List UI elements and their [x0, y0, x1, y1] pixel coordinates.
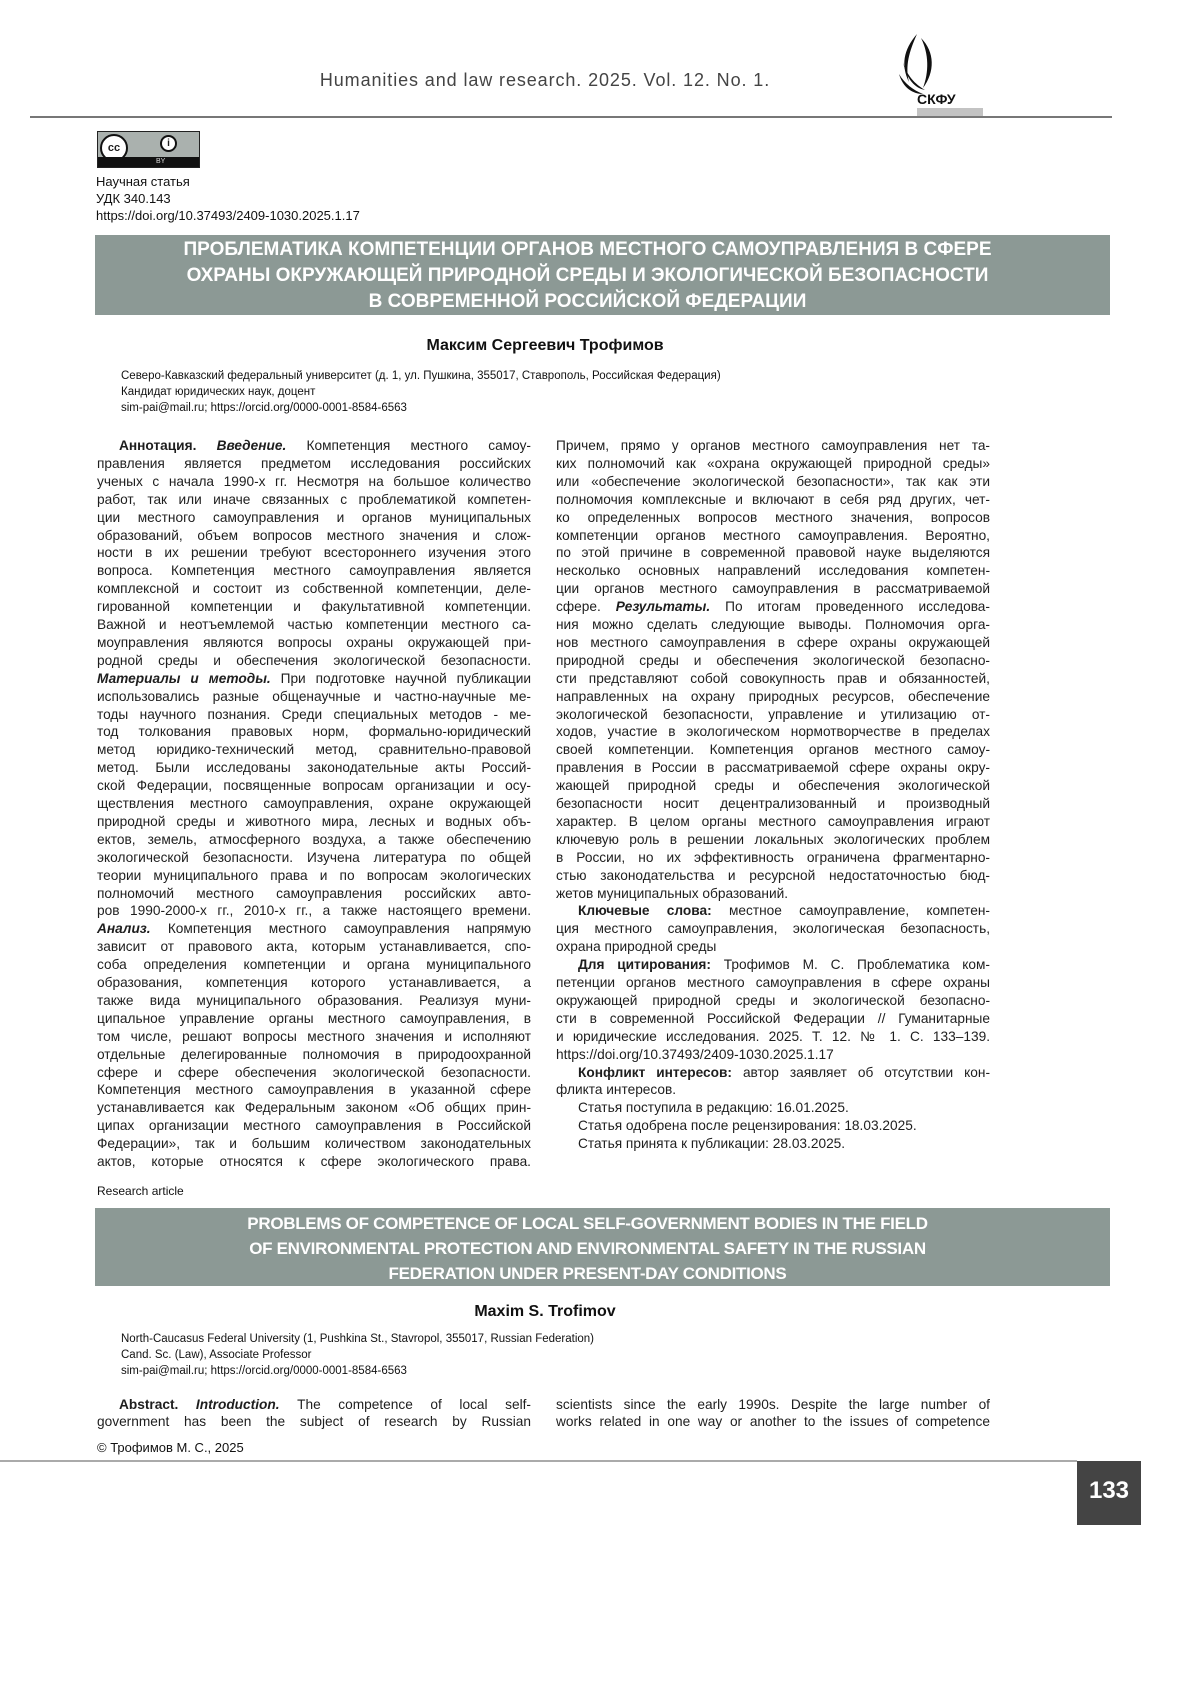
text-segment: Компетенция местного самоу-: [306, 438, 531, 453]
text-line: [97, 1028, 531, 1046]
text-segment: ко определенных вопросов местного значения, вопросов: [556, 509, 990, 525]
title-line: OF ENVIRONMENTAL PROTECTION AND ENVIRONMENTAL SAFETY IN THE RUSSIAN: [249, 1239, 926, 1258]
text-line: [556, 1046, 990, 1064]
text-segment: ществления местного самоуправления, охране окружающей: [97, 796, 531, 811]
text-segment: по этой причине в современной правовой науке выделяются: [556, 545, 990, 561]
text-segment: works related in one way or another to the issues of competence: [556, 1413, 990, 1429]
text-segment: безопасности носит децентрализованный и производный: [556, 796, 990, 811]
text-segment: моуправления являются вопросы охраны окружающей при-: [97, 634, 531, 650]
text-line: [556, 1396, 990, 1414]
text-line: [97, 938, 531, 956]
text-line: [556, 1099, 990, 1117]
text-line: [556, 938, 990, 956]
text-segment: сфере.: [556, 599, 616, 615]
text-line: [556, 1135, 990, 1153]
journal-header: Humanities and law research. 2025. Vol. 12. No. 1.: [319, 70, 771, 90]
text-segment: отдельные делегированные полномочия в природоохранной: [97, 1046, 531, 1062]
text-segment: и юридические исследования. 2025. Т. 12. № 1. С. 133–139.: [556, 1028, 990, 1044]
text-line: [97, 1117, 531, 1135]
text-line: [97, 974, 531, 992]
text-segment: нов местного самоуправления в сфере охраны окружающей: [556, 634, 990, 650]
text-segment: метод. Были исследованы законодательные акты Россий-: [97, 760, 531, 776]
text-segment: устанавливается как Федеральным законом «Об общих прин-: [97, 1100, 531, 1116]
text-line: [97, 1135, 531, 1153]
cc-by-license-badge[interactable]: [97, 131, 200, 168]
text-segment: стью законодательства и ресурсной недостаточностью бюд-: [556, 867, 990, 883]
affiliation-line: Северо-Кавказский федеральный университет (д. 1, ул. Пушкина, 355017, Ставрополь, Российская Федерация): [121, 370, 721, 382]
text-segment: также вида муниципального образования. Реализуя муни-: [97, 992, 531, 1008]
section-label: Аннотация.: [119, 438, 217, 453]
text-line: [97, 831, 531, 849]
text-segment: несколько основных направлений исследования компетен-: [556, 563, 990, 579]
text-segment: сти представляют собой совокупность прав и обязанностей,: [556, 670, 990, 686]
text-line: [97, 885, 531, 903]
text-segment: ция местного самоуправления, экологическая безопасность,: [556, 921, 990, 937]
text-segment: использовались разные общенаучные и частно-научные ме-: [97, 688, 531, 704]
text-line: [556, 562, 990, 580]
text-line: [97, 777, 531, 795]
cc-icon: cc: [100, 134, 128, 162]
section-label: Материалы и методы.: [97, 670, 281, 686]
text-line: [97, 455, 531, 473]
text-segment: работ, так или иначе связанных с проблематикой компетен-: [97, 491, 531, 507]
text-line: [556, 1028, 990, 1046]
text-segment: Компетенция местного самоуправления в указанной сфере: [97, 1082, 531, 1098]
text-line: [97, 527, 531, 545]
text-line: [556, 670, 990, 688]
text-segment: правления является предметом исследования российских: [97, 455, 531, 471]
text-segment: родной среды и обеспечения экологической безопасности.: [97, 652, 531, 668]
text-line: [97, 1064, 531, 1082]
text-segment: ции местного самоуправления и органов муниципальных: [97, 509, 531, 525]
text-line: [556, 527, 990, 545]
text-line: [97, 580, 531, 598]
text-segment: образований, объем вопросов местного значения и слож-: [97, 527, 531, 543]
udk: УДК 340.143: [96, 191, 171, 206]
university-logo-icon: [895, 32, 995, 118]
text-segment: фликта интересов.: [556, 1082, 677, 1098]
text-line: [556, 759, 990, 777]
title-ru: [95, 235, 1110, 315]
text-segment: Причем, прямо у органов местного самоуправления нет та-: [556, 438, 990, 453]
text-line: [556, 920, 990, 938]
text-segment: экологической безопасности. Изучена литература по общей: [97, 849, 531, 865]
section-label: Конфликт интересов:: [578, 1064, 743, 1080]
text-line: [556, 706, 990, 724]
text-segment: гированной компетенции и факультативной компетенции.: [97, 599, 531, 615]
text-line: [556, 616, 990, 634]
text-line: [556, 688, 990, 706]
page-number: 133: [1077, 1461, 1141, 1525]
text-segment: ципах организации местного самоуправления в Российской: [97, 1118, 531, 1134]
text-line: [556, 1413, 990, 1431]
text-line: [556, 849, 990, 867]
text-segment: метод юридико-технический метод, сравнительно-правовой: [97, 742, 531, 758]
attribution-person-icon: i: [160, 135, 177, 152]
affiliation-ru: [121, 368, 721, 416]
text-segment: ходов, участие в экологическом нормотворчестве в пределах: [556, 724, 990, 740]
text-line: [556, 902, 990, 920]
title-line: ПРОБЛЕМАТИКА КОМПЕТЕНЦИИ ОРГАНОВ МЕСТНОГО САМОУПРАВЛЕНИЯ В СФЕРЕ: [183, 239, 992, 260]
text-segment: По итогам проведенного исследова-: [725, 599, 990, 615]
affiliation-en: [121, 1331, 594, 1379]
text-segment: сти в современной Российской Федерации // Гуманитарные: [556, 1010, 990, 1026]
text-line: [97, 616, 531, 634]
text-segment: природной среды и животного мира, лесных и водных объ-: [97, 813, 531, 829]
title-en: [95, 1208, 1110, 1286]
title-line: FEDERATION UNDER PRESENT-DAY CONDITIONS: [388, 1264, 787, 1283]
text-line: [556, 741, 990, 759]
text-line: [97, 795, 531, 813]
copyright: © Трофимов М. С., 2025: [97, 1440, 244, 1455]
text-line: [97, 544, 531, 562]
header-divider: [30, 116, 1112, 118]
logo-text: СКФУ: [917, 91, 956, 107]
text-segment: тод толкования правовых норм, формально-юридический: [97, 724, 531, 740]
text-line: [97, 509, 531, 527]
text-segment: зависит от правового акта, которым устанавливается, спо-: [97, 939, 531, 955]
text-segment: жающей природной среды и обеспечения экологической: [556, 778, 990, 794]
footer-divider: [0, 1460, 1077, 1462]
text-segment: жетов муниципальных образований.: [556, 885, 789, 901]
text-line: [97, 1153, 531, 1171]
text-segment: Статья принята к публикации: 28.03.2025.: [578, 1136, 846, 1152]
text-segment: образования, компетенция которого устанавливается, а: [97, 975, 531, 990]
text-segment: ектов, земель, атмосферного воздуха, а также обеспечению: [97, 831, 531, 847]
text-segment: ключевую роль в решении локальных экологических проблем: [556, 831, 990, 847]
text-line: [556, 1010, 990, 1028]
text-segment: ности в их решении требуют всестороннего изучения этого: [97, 545, 531, 561]
text-segment: Федерации», так и большим количеством законодательных: [97, 1136, 531, 1152]
contact-line[interactable]: sim-pai@mail.ru; https://orcid.org/0000-0001-8584-6563: [121, 402, 407, 414]
text-segment: тоды научного познания. Среди специальных методов - ме-: [97, 706, 531, 722]
text-segment: своей компетенции. Компетенция органов местного самоу-: [556, 742, 990, 758]
text-segment: ции органов местного самоуправления в рассматриваемой: [556, 581, 990, 597]
text-line: [556, 652, 990, 670]
text-segment: правления в России в рассматриваемой сфере охраны окру-: [556, 760, 990, 776]
text-line: [556, 992, 990, 1010]
text-line: [556, 634, 990, 652]
text-line: [97, 1010, 531, 1028]
text-line: [556, 867, 990, 885]
text-segment: scientists since the early 1990s. Despite the large number of: [556, 1397, 990, 1412]
article-type-en: Research article: [97, 1184, 184, 1198]
text-line: [556, 1064, 990, 1082]
text-segment: Трофимов М. С. Проблематика ком-: [723, 957, 990, 973]
text-segment: Важной и неотъемлемой частью компетенции местного са-: [97, 617, 531, 632]
text-line: [556, 437, 990, 455]
text-line: [97, 437, 531, 455]
text-segment: ких полномочий как «охрана окружающей природной среды»: [556, 455, 990, 471]
text-segment: охрана природной среды: [556, 939, 717, 955]
text-line: [97, 670, 531, 688]
affiliation-line: North-Caucasus Federal University (1, Pushkina St., Stavropol, 355017, Russian Federation): [121, 1333, 595, 1345]
text-line: [556, 956, 990, 974]
section-label: Результаты.: [615, 599, 726, 615]
text-segment: https://doi.org/10.37493/2409-1030.2025.1.17: [556, 1046, 834, 1062]
text-line: [97, 562, 531, 580]
text-segment: петенции органов местного самоуправления в сфере охраны: [556, 975, 990, 990]
text-line: [556, 795, 990, 813]
text-line: [97, 992, 531, 1010]
text-segment: или «обеспечение экологической безопасности», так как эти: [556, 473, 990, 489]
section-label: Introduction.: [195, 1397, 298, 1412]
text-segment: полномочий местного самоуправления российских авто-: [97, 885, 531, 901]
doi-link[interactable]: https://doi.org/10.37493/2409-1030.2025.1.17: [96, 208, 360, 223]
text-line: [97, 598, 531, 616]
contact-line[interactable]: sim-pai@mail.ru; https://orcid.org/0000-0001-8584-6563: [121, 1365, 407, 1377]
section-label: Для цитирования:: [578, 957, 724, 973]
text-line: [97, 688, 531, 706]
text-line: [97, 849, 531, 867]
title-line: В СОВРЕМЕННОЙ РОССИЙСКОЙ ФЕДЕРАЦИИ: [368, 291, 807, 312]
text-line: [556, 831, 990, 849]
text-line: [556, 544, 990, 562]
text-segment: характер. В целом органы местного самоуправления играют: [556, 813, 990, 829]
text-segment: окружающей природной среды и экологической безопасно-: [556, 992, 990, 1008]
text-line: [97, 741, 531, 759]
by-label: BY: [156, 158, 166, 165]
title-line: PROBLEMS OF COMPETENCE OF LOCAL SELF-GOVERNMENT BODIES IN THE FIELD: [247, 1214, 928, 1233]
text-segment: Статья поступила в редакцию: 16.01.2025.: [578, 1100, 849, 1116]
text-line: [556, 491, 990, 509]
text-segment: ученых с начала 1990-х гг. Несмотря на большое количество: [97, 473, 531, 489]
section-label: Ключевые слова:: [578, 903, 729, 919]
text-line: [556, 1117, 990, 1135]
text-line: [97, 473, 531, 491]
text-segment: автор заявляет об отсутствии кон-: [742, 1064, 990, 1080]
text-line: [97, 1046, 531, 1064]
text-segment: ской Федерации, посвященные вопросам организации и осу-: [97, 778, 531, 794]
section-label: Abstract.: [119, 1397, 196, 1412]
text-line: [97, 652, 531, 670]
section-label: Введение.: [216, 438, 307, 453]
degree-line: Кандидат юридических наук, доцент: [121, 386, 316, 398]
text-line: [97, 1099, 531, 1117]
text-line: [97, 920, 531, 938]
text-segment: комплексной и состоит из собственной компетенции, деле-: [97, 581, 531, 597]
text-segment: теории муниципального права и по вопросам экологических: [97, 867, 531, 883]
text-segment: ципальное управление органы местного самоуправления, в: [97, 1010, 531, 1026]
text-segment: сфере и сфере обеспечения экологической безопасности.: [97, 1064, 531, 1080]
text-line: [97, 1396, 531, 1414]
author-ru: Максим Сергеевич Трофимов: [426, 337, 664, 354]
text-line: [556, 1081, 990, 1099]
text-segment: соба определения компетенции и органа муниципального: [97, 957, 531, 973]
text-line: [97, 1081, 531, 1099]
text-line: [97, 1413, 531, 1431]
text-line: [556, 509, 990, 527]
text-segment: в России, но их эффективность ограничена фрагментарно-: [556, 849, 990, 865]
text-line: [556, 473, 990, 491]
text-line: [97, 706, 531, 724]
text-segment: вопроса. Компетенция местного самоуправления является: [97, 563, 531, 579]
text-segment: полномочия комплексные и включают в себя ряд других, чет-: [556, 491, 990, 507]
text-segment: экологической безопасности, управление и утилизацию от-: [556, 706, 990, 722]
text-line: [556, 723, 990, 741]
text-line: [556, 974, 990, 992]
text-line: [556, 813, 990, 831]
degree-line: Cand. Sc. (Law), Associate Professor: [121, 1349, 312, 1361]
text-line: [97, 867, 531, 885]
author-en: Maxim S. Trofimov: [474, 1303, 616, 1320]
text-line: [556, 598, 990, 616]
text-segment: ров 1990-2000-х гг., 2010-х гг., а также настоящего времени.: [97, 903, 531, 919]
text-segment: ния можно сделать следующие выводы. Полномочия орга-: [556, 617, 990, 632]
title-line: ОХРАНЫ ОКРУЖАЮЩЕЙ ПРИРОДНОЙ СРЕДЫ И ЭКОЛОГИЧЕСКОЙ БЕЗОПАСНОСТИ: [186, 265, 989, 286]
text-segment: The competence of local self-: [297, 1397, 531, 1412]
text-line: [97, 902, 531, 920]
text-line: [97, 634, 531, 652]
section-label: Анализ.: [97, 921, 168, 937]
text-line: [556, 580, 990, 598]
text-segment: направленных на охрану природных ресурсов, обеспечение: [556, 688, 990, 704]
text-line: [556, 885, 990, 903]
text-line: [556, 777, 990, 795]
text-segment: government has been the subject of research by Russian: [97, 1413, 531, 1429]
text-line: [97, 723, 531, 741]
text-segment: При подготовке научной публикации: [280, 670, 531, 686]
text-line: [97, 813, 531, 831]
text-segment: компетенции органов местного самоуправления. Вероятно,: [556, 527, 990, 543]
text-segment: местное самоуправление, компетен-: [728, 903, 990, 919]
text-line: [97, 759, 531, 777]
text-line: [556, 455, 990, 473]
text-segment: природной среды и обеспечения экологической безопасно-: [556, 652, 990, 668]
text-line: [97, 491, 531, 509]
text-segment: Компетенция местного самоуправления напрямую: [167, 921, 531, 937]
text-segment: актов, которые относятся к сфере экологического права.: [97, 1154, 531, 1169]
text-line: [97, 956, 531, 974]
article-type: Научная статья: [96, 174, 190, 189]
text-segment: том числе, решают вопросы местного значения и исполняют: [97, 1028, 531, 1044]
text-segment: Статья одобрена после рецензирования: 18.03.2025.: [578, 1118, 917, 1134]
